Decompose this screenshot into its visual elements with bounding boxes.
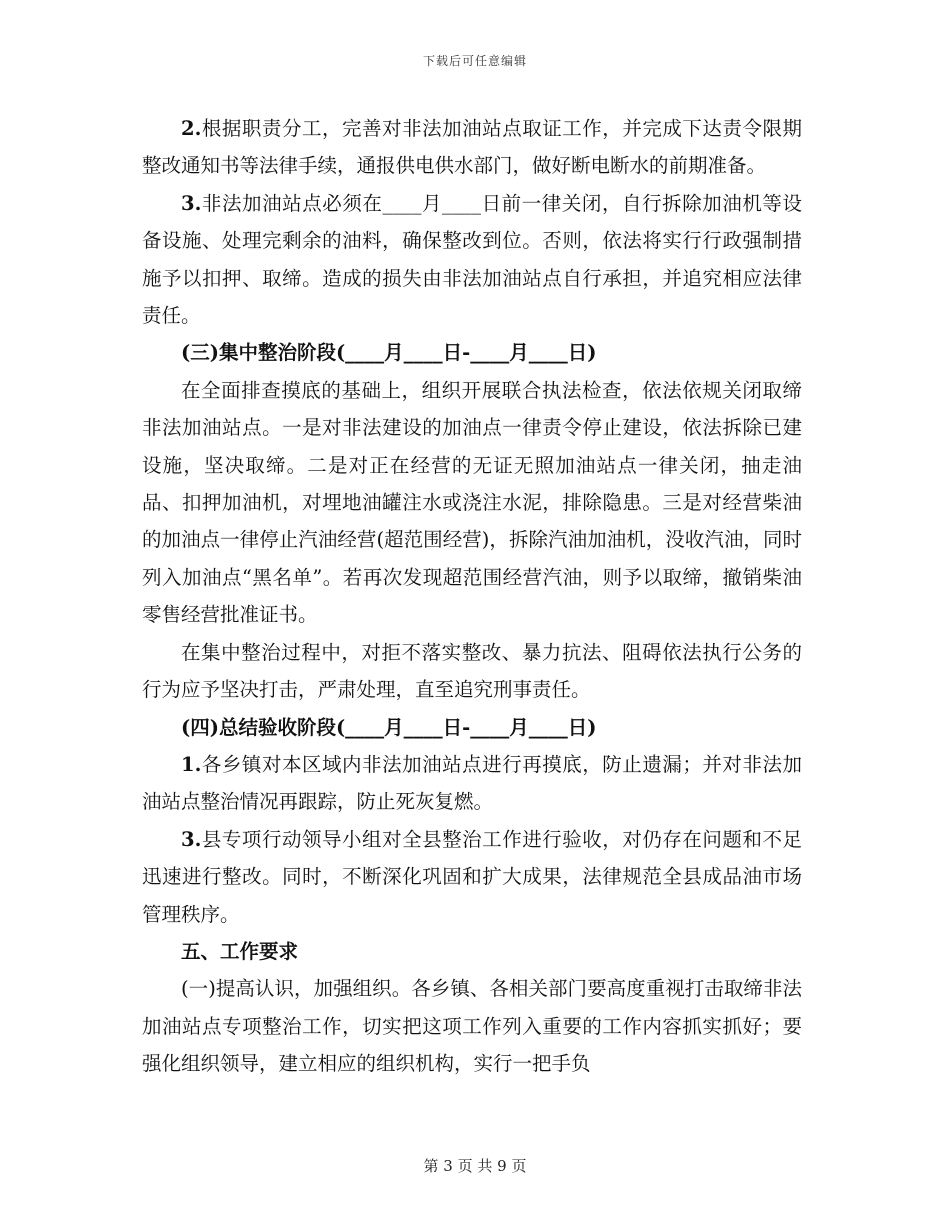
page-header: 下载后可任意编辑 [422,54,527,68]
paragraph-text: 根据职责分工，完善对非法加油站点取证工作，并完成下达责令限期整改通知书等法律手续，通报供电供水部门，做好断电断水的前期准备。 [142,117,802,178]
paragraph-strike-obstruction: 在集中整治过程中，对拒不落实整改、暴力抗法、阻碍依法执行公务的行为应予坚决打击，严肃处理，直至追究刑事责任。 [142,640,802,702]
paragraph-raise-awareness: (一)提高认识，加强组织。各乡镇、各相关部门要高度重视打击取缔非法加油站点专项整治工作，切实把这项工作列入重要的工作内容抓实抓好；要强化组织领导，建立相应的组织机构，实行一把手负 [142,977,802,1076]
document-body [142,110,802,1083]
section-heading-work-requirements: 五、工作要求 [181,939,299,963]
paragraph-text: 县专项行动领导小组对全县整治工作进行验收，对仍存在问题和不足迅速进行整改。同时，不断深化巩固和扩大成果，法律规范全县成品油市场管理秩序。 [142,827,802,926]
paragraph-text: 非法加油站点必须在____月____日前一律关闭，自行拆除加油机等设备设施、处理完剩余的油料，确保整改到位。否则，依法将实行行政强制措施予以扣押、取缔。造成的损失由非法加油站点自行承担，并追究相应法律责任。 [142,191,802,328]
item-number: 1. [181,752,202,776]
paragraph-item-2 [142,110,802,185]
paragraph-item-3 [142,185,802,335]
item-number: 2. [181,117,202,140]
paragraph-text: 各乡镇对本区域内非法加油站点进行再摸底，防止遗漏；并对非法加油站点整治情况再跟踪，防止死灰复燃。 [142,752,802,814]
item-number: 3. [181,827,202,851]
paragraph-item-3-acceptance [142,821,802,933]
paragraph-joint-enforcement: 在全面排查摸底的基础上，组织开展联合执法检查，依法依规关闭取缔非法加油站点。一是对非法建设的加油点一律责令停止建设，依法拆除已建设施，坚决取缔。二是对正在经营的无证无照加油站点一律关闭，抽走油品、扣押加油机，对埋地油罐注水或浇注水泥，排除隐患。三是对经营柴油的加油点一律停止汽油经营(超范围经营)，拆除汽油加油机，没收汽油，同时列入加油点“黑名单”。若再次发现超范围经营汽油，则予以取缔，撤销柴油零售经营批准证书。 [142,378,802,627]
section-heading-concentrated-rectification: (三)集中整治阶段(____月____日-____月____日) [181,341,597,365]
item-number: 3. [181,191,202,215]
paragraph-item-1 [142,746,802,821]
page-number: 第 3 页 共 9 页 [423,1157,527,1175]
section-heading-summary-acceptance: (四)总结验收阶段(____月____日-____月____日) [181,715,597,739]
